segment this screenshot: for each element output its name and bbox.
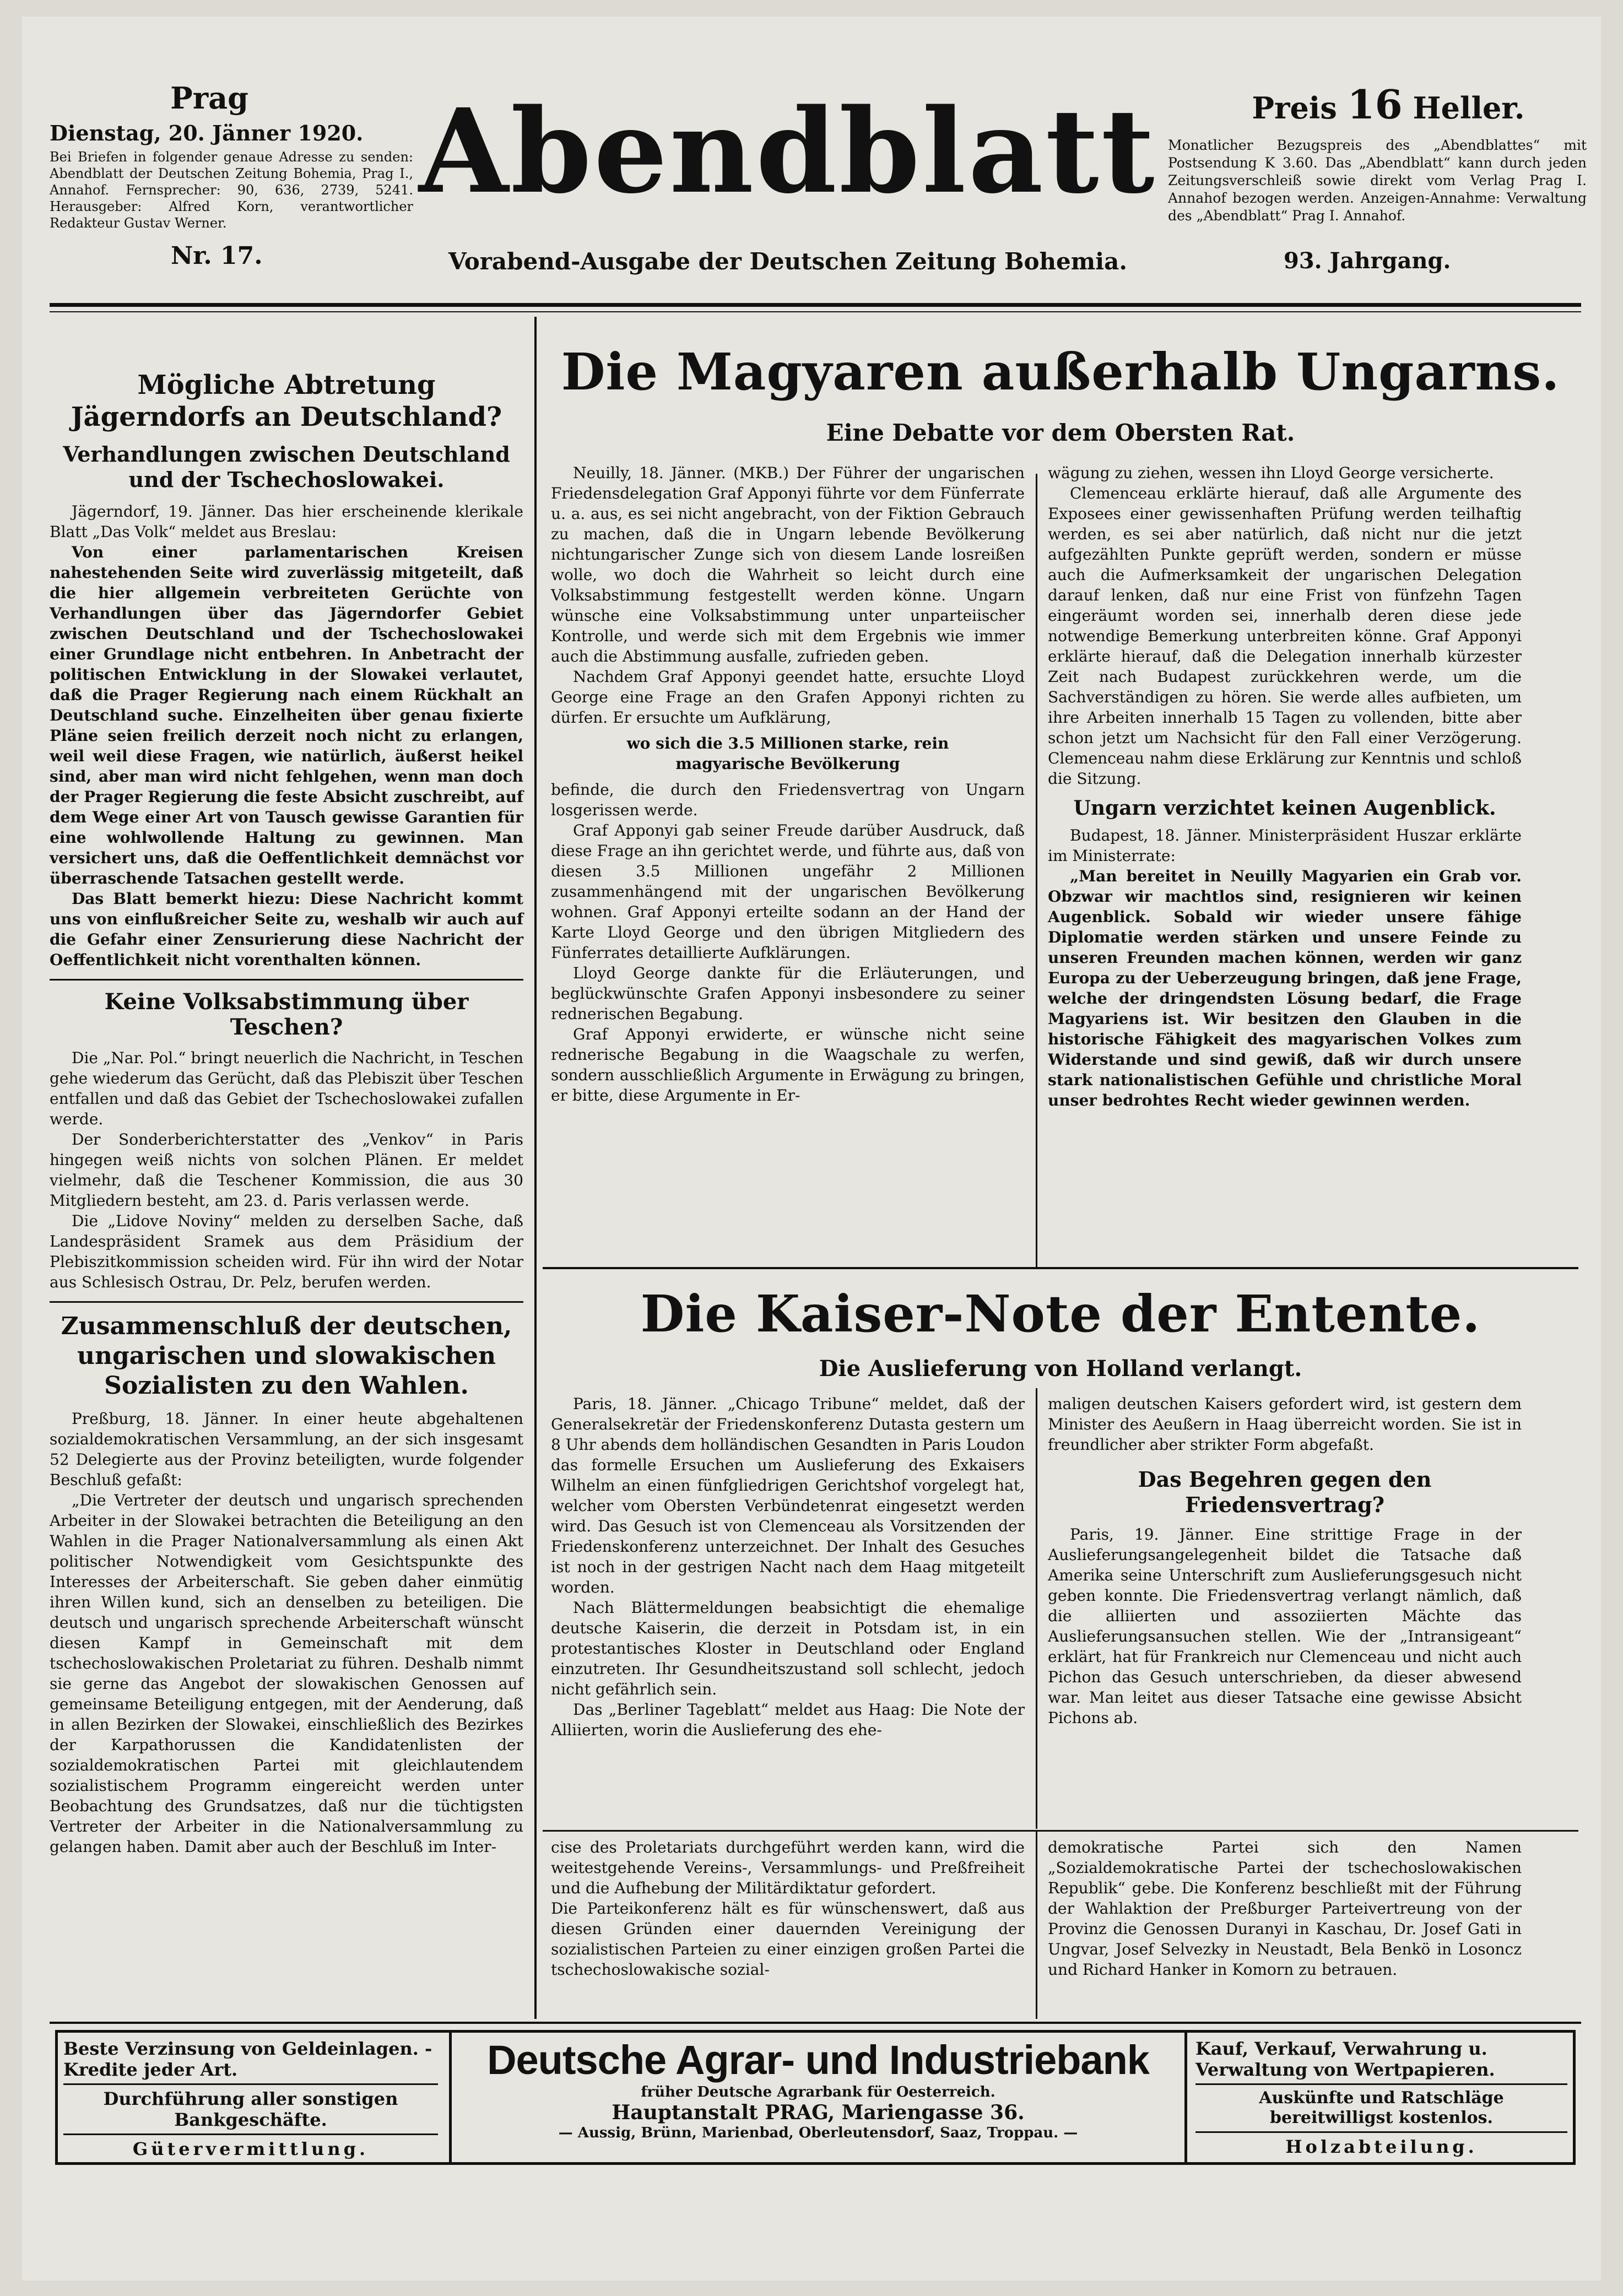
magyar-c2-p4: „Man bereitet in Neuilly Magyarien ein Grab vor. Obzwar wir machtlos sind, resignieren wir keinen Augenblick. Sobald wir wieder unsere fähige Diplomatie werden stärken und unsere Feinde zu unseren Freunden machen können, werden wir ganz Europa zu der Ueberzeugung bringen, daß jene Frage, welche der dringendsten Lösung bedarf, die Frage Magyariens ist. Wir besitzen den Glauben in die historische Fähigkeit des magyarischen Volkes zum Widerstande und sind gewiß, daß wir durch unsere stark nationalistischen Gefühle und christliche Moral unser bedrohtes Recht wieder gewinnen werden. <box>1048 867 1522 1109</box>
ad-right-line3: Holzabteilung. <box>1285 2136 1478 2157</box>
masthead-date: Dienstag, 20. Jänner 1920. <box>50 121 364 145</box>
newspaper-page <box>22 17 1601 2281</box>
advertisement-bank <box>55 2030 1576 2165</box>
magyar-p1: Neuilly, 18. Jänner. (MKB.) Der Führer der ungarischen Friedensdelegation Graf Apponyi führte vor dem Fünferrate u. a. aus, es sei nicht angebracht, von der Fiktion Gebrauch zu machen, daß die in Ungarn lebende Bevölkerung nichtungarischer Zunge sich von diesem Lande losreißen wolle, wo doch die Wahrheit so leicht durch eine Volksabstimmung festgestellt werden könne. Ungarn wünsche eine Volksabstimmung unter unparteiischer Kontrolle, und werde sich mit dem Ergebnis wie immer auch die Abstimmung ausfalle, zufrieden geben. <box>551 464 1025 665</box>
ad-bank-branches: — Aussig, Brünn, Marienbad, Oberleutensdorf, Saaz, Troppau. — <box>558 2125 1078 2141</box>
article-jaegerndorf-comment: Das Blatt bemerkt hiezu: Diese Nachricht kommt uns von einflußreicher Seite zu, weshalb wir auch auf die Gefahr einer Zensurierung diese Nachricht der Oeffentlichkeit nicht vorenthalten können. <box>50 890 523 969</box>
masthead-rule-top <box>50 303 1581 307</box>
ad-center-panel <box>460 2037 1176 2156</box>
magyar-p3: befinde, die durch den Friedensvertrag von Ungarn losgerissen werde. <box>551 781 1025 819</box>
continuation-right-text: demokratische Partei sich den Namen „Sozialdemokratische Partei der tschechoslowakischen Republik“ gebe. Die Konferenz beschließt mit der Führung der Wahlaktion der Preßburger Parteivertreung von der Provinz die Genossen Duranyi in Kaschau, Dr. Josef Gati in Ungvar, Josef Selvezky in Neustadt, Bela Benkö in Losoncz und Richard Hanker in Komorn zu betrauen. <box>1048 1838 1522 1979</box>
kaiser-p1: Paris, 18. Jänner. „Chicago Tribune“ meldet, daß der Generalsekretär der Friedenskonferenz Dutasta gestern um 8 Uhr abends dem holländischen Gesandten in Paris Loudon das formelle Ersuchen um Auslieferung des Exkaisers Wilhelm an einen fünfgliedrigen Gerichtshof vorgelegt hat, welcher vom Obersten Verbündetenrat eingesetzt werden wird. Das Gesuch ist von Clemenceau als Vorsitzenden der Friedenskonferenz unterzeichnet. Der Inhalt des Gesuches ist noch in der gestrigen Nacht nach dem Haag mitgeteilt worden. <box>551 1395 1025 1596</box>
magyar-p4: Graf Apponyi gab seiner Freude darüber Ausdruck, daß diese Frage an ihn gerichtet werde, und führte aus, daß von diesen 3.5 Millionen ungefähr 2 Millionen zusammenhängend mit der ungarischen Bevölkerung wohnen. Graf Apponyi erteilte sodann an der Hand der Karte Lloyd George und den übrigen Mitgliedern des Fünferrates detaillierte Aufklärungen. <box>551 821 1025 962</box>
magyar-p6: Graf Apponyi erwiderte, er wünsche nicht seine rednerische Begabung in die Waagschale zu werfen, sondern ausschließlich Argumente in Erwägung zu bringen, er bitte, diese Argumente in Er- <box>551 1025 1025 1104</box>
kaiser-p2: Nach Blättermeldungen beabsichtigt die ehemalige deutsche Kaiserin, die derzeit in Potsdam ist, in ein protestantisches Kloster in Deutschland oder England einzutreten. Ihr Gesundheitszustand soll schlecht, jedoch nicht gefährlich sein. <box>551 1599 1025 1698</box>
article-teschen-title: Keine Volksabstimmung über Teschen? <box>104 989 469 1040</box>
article-kaiser-col1 <box>551 1394 1025 1740</box>
article-kaiser-headline: Die Kaiser-Note der Entente. <box>640 1284 1481 1344</box>
article-kaiser-subhead: Die Auslieferung von Holland verlangt. <box>819 1356 1302 1382</box>
ad-bank-former: früher Deutsche Agrarbank für Oesterreich. <box>641 2084 996 2100</box>
price-label: Preis <box>1252 90 1337 126</box>
masthead-title: Abendblatt <box>419 83 1157 219</box>
article-magyar-col2 <box>1048 463 1522 1111</box>
magyar-centered: wo sich die 3.5 Millionen starke, rein magyarische Bevölkerung <box>626 734 949 773</box>
ad-divider-left <box>449 2033 452 2162</box>
ad-bank-hq: Hauptanstalt PRAG, Mariengasse 36. <box>612 2101 1025 2124</box>
masthead-issue-number: Nr. 17. <box>171 242 263 270</box>
article-teschen-p3: Die „Lidove Noviny“ melden zu derselben Sache, daß Landespräsident Sramek aus dem Präsidium der Plebiszitkommission scheiden wird. Für ihn wird der Notar aus Schlesisch Ostrau, Dr. Pelz, berufen werden. <box>50 1212 523 1291</box>
masthead-subscription-info: Monatlicher Bezugspreis des „Abendblattes“ mit Postsendung K 3.60. Das „Abendblatt“ kann durch jeden Zeitungsverschleiß sowie direkt vom Verlag Prag I. Annahof bezogen werden. Anzeigen-Annahme: Verwaltung des „Abendblatt“ Prag I. Annahof. <box>1168 137 1587 224</box>
ad-bank-name: Deutsche Agrar- und Industriebank <box>487 2037 1149 2083</box>
magyar-c2-p1: wägung zu ziehen, wessen ihn Lloyd George versicherte. <box>1048 464 1494 482</box>
article-magyar-headline: Die Magyaren außerhalb Ungarns. <box>561 342 1560 402</box>
ad-left-line3: Gütervermittlung. <box>132 2138 369 2159</box>
magyar-p2: Nachdem Graf Apponyi geendet hatte, ersuchte Lloyd George eine Frage an den Grafen Apponyi richten zu dürfen. Er ersuchte um Aufklärung, <box>551 668 1025 727</box>
price-unit: Heller. <box>1413 90 1525 126</box>
continuation-middle-text: cise des Proletariats durchgeführt werden kann, wird die weitestgehende Vereins-, Versammlungs- und Preßfreiheit und die Aufhebung der Militärdiktatur gefordert. Die Parteikonferenz hält es für wünschenswert, daß aus diesen Gründen einer dauernden Vereinigung der sozialistischen Parteien zu einer einzigen großen Partei die tschechoslowakische sozial- <box>551 1838 1025 1979</box>
ad-right-panel <box>1195 2038 1567 2157</box>
kaiser-c2-subhead: Das Begehren gegen den Friedensvertrag? <box>1138 1467 1432 1517</box>
magyar-c2-p2: Clemenceau erklärte hierauf, daß alle Argumente des Exposees einer gewissenhaften Prüfung werden teilhaftig werden, es sei aber natürlich, daß nicht nur die jetzt aufgezählten Punkte geprüft werden, sondern er müsse auch die Aufmerksamkeit der ungarischen Delegation darauf lenken, daß nur eine Frist von fünfzehn Tagen eingeräumt worden sei, innerhalb deren diese jede notwendige Bemerkung unterbreiten könne. Graf Apponyi erklärte hierauf, daß die Delegation innerhalb kürzester Zeit nach Budapest zurückkehren werde, um die Sachverständigen zu hören. Sie werde alles aufbieten, um ihre Arbeiten innerhalb 15 Tagen zu vollenden, bitte aber schon jetzt um Nachsicht für den Fall einer Verzögerung. Clemenceau nahm diese Erklärung zur Kenntnis und schloß die Sitzung. <box>1048 484 1522 788</box>
ad-right-line2: Auskünfte und Ratschläge bereitwilligst kostenlos. <box>1259 2088 1504 2127</box>
masthead-price <box>1207 81 1570 128</box>
left-column <box>50 325 523 1857</box>
article-socialists-dateline: Preßburg, 18. Jänner. In einer heute abgehaltenen sozialdemokratischen Versammlung, an der sich insgesamt 52 Delegierte aus der Provinz beteiligten, wurde folgender Beschluß gefaßt: <box>50 1410 523 1489</box>
price-value: 16 <box>1347 81 1403 128</box>
masthead-city: Prag <box>170 80 248 116</box>
ad-divider-right <box>1184 2033 1187 2162</box>
ad-right-sep1 <box>1195 2083 1567 2085</box>
ad-left-sep1 <box>63 2083 438 2085</box>
separator-left-1 <box>50 979 523 981</box>
ad-left-sep2 <box>63 2133 438 2135</box>
magyar-p5: Lloyd George dankte für die Erläuterungen, und beglückwünschte Grafen Apponyi insbesondere zu seiner rednerischen Begabung. <box>551 964 1025 1023</box>
article-jaegerndorf-subtitle: Verhandlungen zwischen Deutschland und der Tschechoslowakei. <box>63 442 510 492</box>
column-divider-top-right <box>1036 474 1037 1267</box>
ad-right-sep2 <box>1195 2131 1567 2133</box>
article-magyar-col1 <box>551 463 1025 1106</box>
kaiser-c2-p1: maligen deutschen Kaisers gefordert wird, ist gestern dem Minister des Aeußern in Haag überreicht worden. Sie ist in freundlicher aber strikter Form abgefaßt. <box>1048 1395 1522 1454</box>
separator-left-2 <box>50 1301 523 1303</box>
article-socialists-resolution: „Die Vertreter der deutsch und ungarisch sprechenden Arbeiter in der Slowakei betrachten die Beteiligung an den Wahlen in die Prager Nationalversammlung als einen Akt politischer Notwendigkeit vom Gesichtspunkte des Interesses der Arbeiterschaft. Sie geben daher einmütig ihren Willen kund, sich an denselben zu beteiligen. Die deutsch und ungarisch sprechende Arbeiterschaft wünscht diesen Kampf in Gemeinschaft mit dem tschechoslowakischen Proletariat zu führen. Deshalb nimmt sie gerne das Angebot der slowakischen Genossen auf gemeinsame Beteiligung entgegen, mit der Aenderung, daß in allen Bezirken der Slowakei, einschließlich des Bezirkes der Karpathorussen die Kandidatenlisten der sozialdemokratischen Partei mit gleichlautendem sozialistischem Programm eingereicht werden unter Beobachtung des Grundsatzes, daß nur die tüchtigsten Vertreter der Arbeiter in die Nationalversammlung zu gelangen haben. Damit aber auch der Beschluß im Inter- <box>50 1491 523 1856</box>
magyar-c2-subhead: Ungarn verzichtet keinen Augenblick. <box>1073 797 1496 820</box>
masthead-publisher-info: Bei Briefen in folgender genaue Adresse zu senden: Abendblatt der Deutschen Zeitung Bohemia, Prag I., Annahof. Fernsprecher: 90, 636, 2739, 5241. Herausgeber: Alfred Korn, verantwortlicher Redakteur Gustav Werner. <box>50 149 413 231</box>
masthead <box>22 17 1601 303</box>
column-divider-left <box>534 317 537 2019</box>
section-rule-magyar-end <box>543 1267 1578 1269</box>
ad-left-line2: Durchführung aller sonstigen Bankgeschäfte. <box>103 2088 398 2130</box>
masthead-subtitle: Vorabend-Ausgabe der Deutschen Zeitung Bohemia. <box>448 248 1127 275</box>
article-teschen-p2: Der Sonderberichterstatter des „Venkov“ in Paris hingegen weiß nichts von solchen Plänen. Er meldet vielmehr, daß die Teschener Kommission, die aus 30 Mitgliedern besteht, am 23. d. Paris verlassen werde. <box>50 1130 523 1210</box>
article-jaegerndorf-body: Von einer parlamentarischen Kreisen nahestehenden Seite wird zuverlässig mitgeteilt, daß die hier allgemein verbreiteten Gerüchte von Verhandlungen über das Jägerndorfer Gebiet zwischen Deutschland und der Tschechoslowakei einer Grundlage nicht entbehren. In Anbetracht der politischen Entwicklung in der Slowakei verlautet, daß die Prager Regierung nach einem Rückhalt an Deutschland suche. Einzelheiten über genau fixierte Pläne seien freilich derzeit noch nicht zu erlangen, weil weil diese Fragen, wie natürlich, äußerst heikel sind, aber man wird nicht fehlgehen, wenn man doch der Prager Regierung die feste Absicht zuschreibt, auf dem Wege einer Art von Tausch gewisse Garantien für eine wohlwollende Haltung zu gewinnen. Man versichert uns, daß die Oeffentlichkeit demnächst vor überraschende Tatsachen gestellt werde. <box>50 543 523 887</box>
ad-left-panel <box>63 2038 438 2157</box>
article-socialists-title: Zusammenschluß der deutschen, ungarischen und slowakischen Sozialisten zu den Wahlen. <box>61 1312 512 1400</box>
article-teschen-p1: Die „Nar. Pol.“ bringt neuerlich die Nachricht, in Teschen gehe wiederum das Gerücht, daß das Plebiszit über Teschen entfallen und daß das Gebiet der Tschechoslowakei zufallen werde. <box>50 1049 524 1128</box>
ad-left-line1: Beste Verzinsung von Geldeinlagen. - Kredite jeder Art. <box>63 2038 432 2080</box>
article-jaegerndorf-title: Mögliche Abtretung Jägerndorfs an Deutschland? <box>71 370 502 432</box>
masthead-rule-bottom <box>50 311 1581 312</box>
masthead-volume: 93. Jahrgang. <box>1284 248 1451 274</box>
article-kaiser-col2 <box>1048 1394 1522 1728</box>
continuation-middle <box>551 1837 1025 1980</box>
column-divider-kaiser <box>1036 1388 1037 1829</box>
article-magyar-subhead: Eine Debatte vor dem Obersten Rat. <box>826 419 1295 446</box>
kaiser-c2-p2: Paris, 19. Jänner. Eine strittige Frage in der Auslieferungsangelegenheit bildet die Tatsache daß Amerika seine Unterschrift zum Auslieferungsgesuch nicht geben konnte. Die Friedensvertrag verlangt nämlich, daß die alliierten und assoziierten Mächte das Auslieferungsansuchen stellen. Wie der „Intransigeant“ erklärt, hat für Frankreich nur Clemenceau und nicht auch Pichon das Gesuch unterschrieben, da dieser abwesend war. Man leitet aus dieser Tatsache eine gewisse Absicht Pichons ab. <box>1048 1525 1522 1727</box>
article-jaegerndorf-dateline: Jägerndorf, 19. Jänner. Das hier erscheinende klerikale Blatt „Das Volk“ meldet aus Breslau: <box>50 502 523 541</box>
kaiser-p3: Das „Berliner Tageblatt“ meldet aus Haag: Die Note der Alliierten, worin die Auslieferung des ehe- <box>551 1701 1025 1739</box>
ad-rule-top <box>50 2022 1581 2024</box>
continuation-right <box>1048 1837 1522 1980</box>
column-divider-continuation <box>1036 1832 1037 2019</box>
section-rule-kaiser-end <box>543 1830 1578 1832</box>
magyar-c2-p3: Budapest, 18. Jänner. Ministerpräsident Huszar erklärte im Ministerrate: <box>1048 826 1522 865</box>
ad-right-line1: Kauf, Verkauf, Verwahrung u. Verwaltung von Wertpapieren. <box>1195 2038 1495 2080</box>
